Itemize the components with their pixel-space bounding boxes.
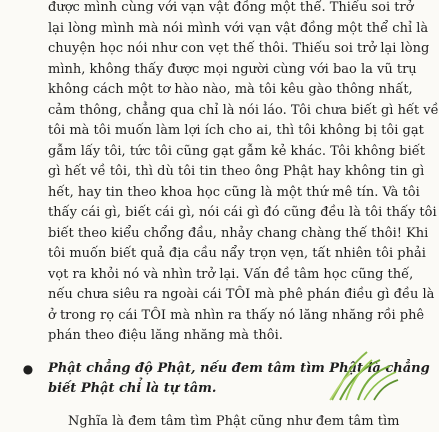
text-line: ở trong rọ cái TÔI mà nhìn ra thấy nó lăng nhăng rồi phê [48,306,366,327]
text-line: biết theo kiểu chổng đầu, nhảy chang chàng thế thôi! Khi [48,224,366,245]
bullet-icon: ● [18,359,38,380]
text-line: gì hết về tôi, thì dù tôi tin theo ông Phật hay không tin gì [48,162,366,183]
grass-decoration-icon [322,320,400,400]
text-line: tôi muốn biết quả địa cầu nẩy trọn vẹn, tất nhiên tôi phải [48,244,366,265]
text-line: cảm thông, chẳng qua chỉ là nói láo. Tôi chưa biết gì hết về [48,101,366,122]
text-line: phán theo điệu lăng nhăng mà thôi. [48,326,366,347]
text-line: vọt ra khỏi nó và nhìn trở lại. Vấn đề tâm học cũng thế, [48,265,366,286]
text-line: gẫm lấy tôi, tức tôi cũng gạt gẫm kẻ khác. Tôi không biết [48,142,366,163]
page-text [48,0,366,432]
text-line: Nghĩa là đem tâm tìm Phật cũng như đem tâm tìm [48,412,366,432]
paragraph-2 [48,412,366,432]
text-line: chuyện học nói như con vẹt thế thôi. Thiếu soi trở lại lòng [48,39,366,60]
text-line: lại lòng mình mà nói mình với vạn vật đồng một thể chỉ là [48,19,366,40]
paragraph-gap [48,347,366,359]
text-line: mình, không thấy được mọi người cùng với bao la vũ trụ [48,60,366,81]
text-line: không cách một tơ hào nào, mà tôi kêu gào thông nhất, [48,80,366,101]
text-line: tôi mà tôi muốn làm lợi ích cho ai, thì tôi không bị tôi gạt [48,121,366,142]
text-line: thấy cái gì, biết cái gì, nói cái gì đó cũng đều là tôi thấy tôi [48,203,366,224]
text-line: nếu chưa siêu ra ngoài cái TÔI mà phê phán điều gì đều là [48,285,366,306]
bullet-item [48,359,366,400]
text-line: hết, hay tin theo khoa học cũng là một thứ mê tín. Và tôi [48,183,366,204]
bullet-text-line: biết Phật chỉ là tự tâm. [48,379,366,400]
text-line: được mình cùng với vạn vật đồng một thể. Thiếu soi trở [48,0,366,19]
paragraph-1 [48,0,366,347]
paragraph-gap [48,400,366,412]
bullet-text-line: Phật chẳng độ Phật, nếu đem tâm tìm Phật là chẳng [48,359,366,380]
